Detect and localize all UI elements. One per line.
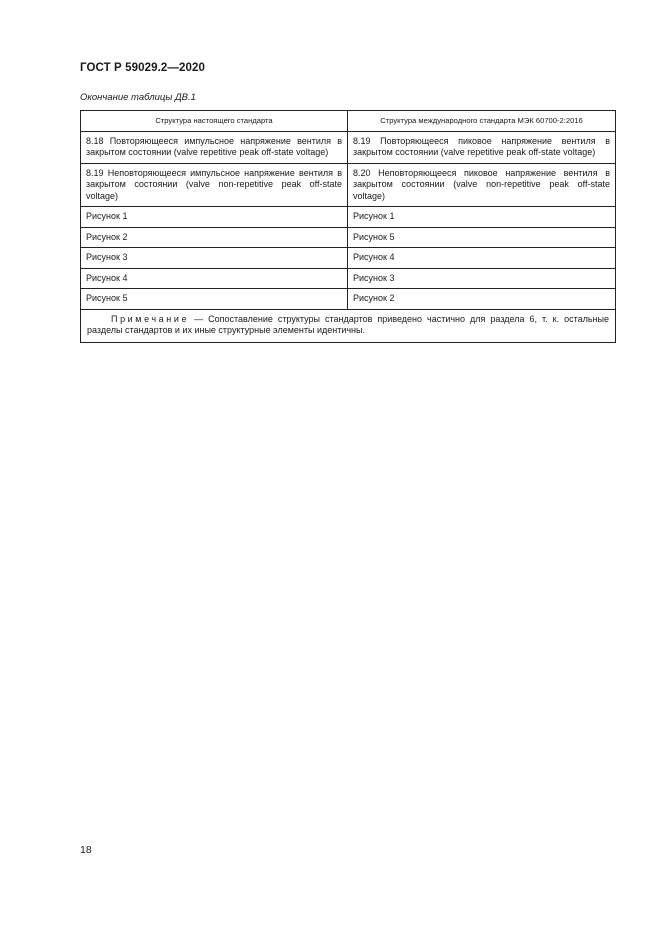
table-cell-international: 8.19 Повторяющееся пиковое напряжение вентиля в закрытом состоянии (valve repetitive peak off-state voltage) — [348, 131, 616, 163]
table-note — [81, 309, 616, 342]
table-cell-national: Рисунок 5 — [81, 289, 348, 310]
structure-comparison-table — [80, 110, 616, 343]
table-row — [81, 268, 616, 289]
table-cell-national: 8.18 Повторяющееся импульсное напряжение вентиля в закрытом состоянии (valve repetitive peak off-state voltage) — [81, 131, 348, 163]
table-cell-national: Рисунок 1 — [81, 207, 348, 228]
document-header: ГОСТ Р 59029.2—2020 — [80, 62, 205, 74]
table-row — [81, 248, 616, 269]
table-cell-international: Рисунок 2 — [348, 289, 616, 310]
table-cell-national: 8.19 Неповторяющееся импульсное напряжение вентиля в закрытом состоянии (valve non-repetitive peak off-state voltage) — [81, 163, 348, 207]
table-row — [81, 163, 616, 207]
table-cell-national: Рисунок 2 — [81, 227, 348, 248]
table-cell-international: Рисунок 1 — [348, 207, 616, 228]
note-text: — Сопоставление структуры стандартов приведено частично для раздела 6, т. к. остальные разделы стандартов и их иные структурные элементы идентичны. — [87, 313, 609, 335]
table-cell-international: Рисунок 3 — [348, 268, 616, 289]
column-header-international: Структура международного стандарта МЭК 60700-2:2016 — [348, 111, 616, 132]
page-number: 18 — [80, 844, 92, 856]
table-row — [81, 227, 616, 248]
table-cell-international: 8.20 Неповторяющееся пиковое напряжение вентиля в закрытом состоянии (valve non-repetitive peak off-state voltage) — [348, 163, 616, 207]
table-cell-international: Рисунок 5 — [348, 227, 616, 248]
table-cell-national: Рисунок 3 — [81, 248, 348, 269]
column-header-national: Структура настоящего стандарта — [81, 111, 348, 132]
table-cell-international: Рисунок 4 — [348, 248, 616, 269]
table-row — [81, 131, 616, 163]
table-cell-national: Рисунок 4 — [81, 268, 348, 289]
table-row — [81, 207, 616, 228]
table-caption: Окончание таблицы ДВ.1 — [80, 92, 196, 103]
table-header-row — [81, 111, 616, 132]
table-note-row — [81, 309, 616, 342]
note-label: Примечание — [111, 313, 190, 324]
table-row — [81, 289, 616, 310]
